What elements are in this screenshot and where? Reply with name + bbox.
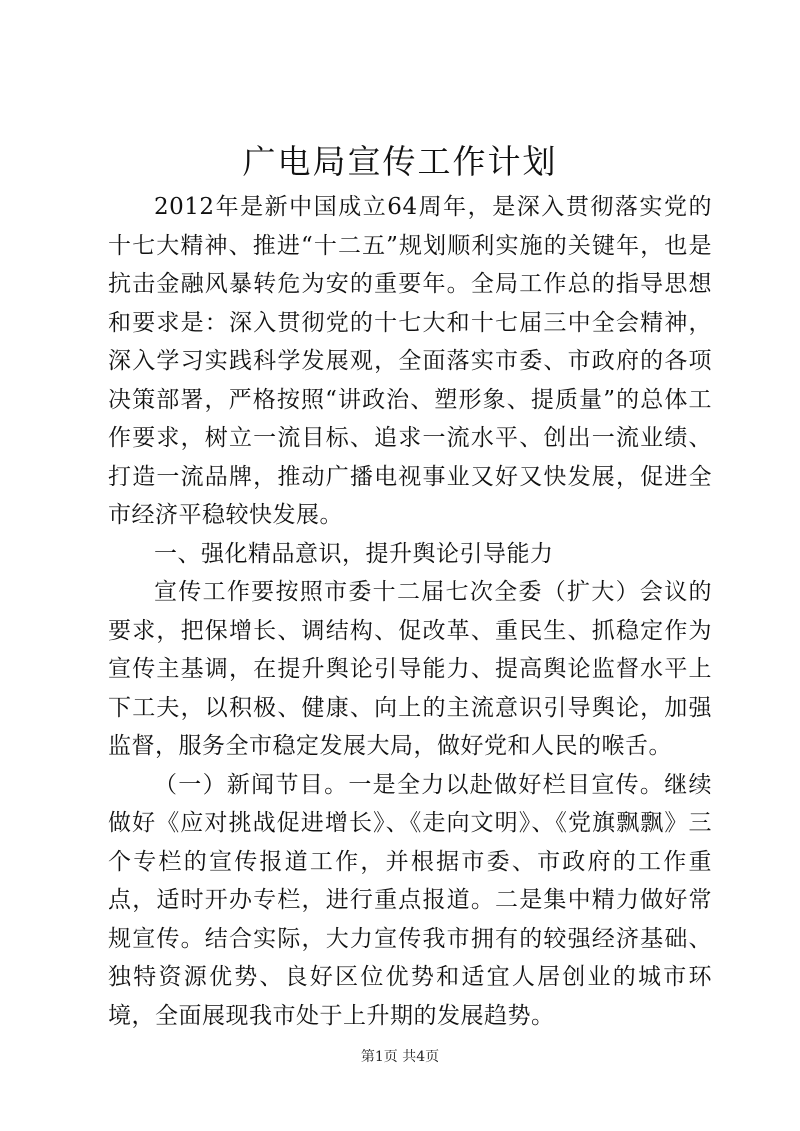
- page-number-label: 第1页 共4页: [360, 1049, 440, 1065]
- document-title: 广电局宣传工作计划: [242, 142, 558, 181]
- section-heading-1: 一、强化精品意识，提升舆论引导能力: [154, 540, 554, 567]
- page-footer: [0, 1047, 800, 1067]
- paragraph-section-1: 宣传工作要按照市委十二届七次全委（扩大）会议的要求，把保增长、调结构、促改革、重民生、抓稳定作为宣传主基调，在提升舆论引导能力、提高舆论监督水平上下工夫，以积极、健康、向上的主流意识引导舆论，加强监督，服务全市稳定发展大局，做好党和人民的喉舌。: [108, 579, 712, 759]
- paragraph-news-programs: （一）新闻节目。一是全力以赴做好栏目宣传。继续做好《应对挑战促进增长》、《走向文明》、《党旗飘飘》三个专栏的宣传报道工作，并根据市委、市政府的工作重点，适时开办专栏，进行重点报道。二是集中精力做好常规宣传。结合实际，大力宣传我市拥有的较强经济基础、独特资源优势、良好区位优势和适宜人居创业的城市环境，全面展现我市处于上升期的发展趋势。: [108, 771, 712, 1029]
- document-body: [108, 188, 712, 1035]
- paragraph-intro: 2012年是新中国成立64周年，是深入贯彻落实党的十七大精神、推进“十二五”规划顺利实施的关键年，也是抗击金融风暴转危为安的重要年。全局工作总的指导思想和要求是：深入贯彻党的十七大和十七届三中全会精神，深入学习实践科学发展观，全面落实市委、市政府的各项决策部署，严格按照“讲政治、塑形象、提质量”的总体工作要求，树立一流目标、追求一流水平、创出一流业绩、打造一流品牌，推动广播电视事业又好又快发展，促进全市经济平稳较快发展。: [108, 194, 712, 528]
